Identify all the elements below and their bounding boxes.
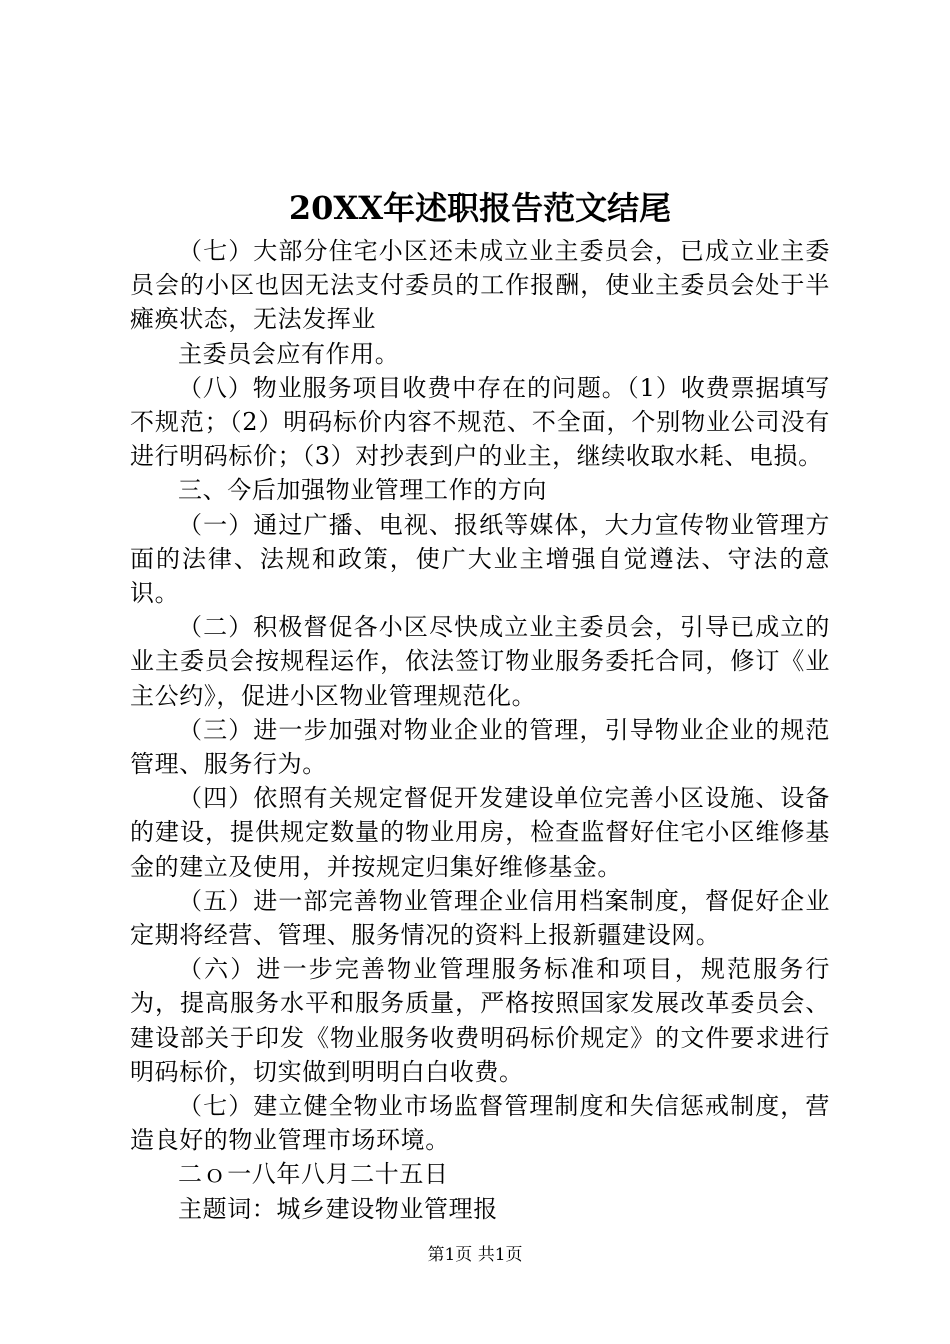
document-date: 二ｏ一八年八月二十五日: [178, 1160, 449, 1189]
page-number-footer: 第1页 共1页: [427, 1245, 523, 1265]
paragraph-11: （七）建立健全物业市场监督管理制度和失信惩戒制度，营造良好的物业管理市场环境。: [130, 1092, 830, 1155]
document-body: [130, 234, 830, 1226]
section-heading: 三、今后加强物业管理工作的方向: [178, 476, 547, 505]
paragraph-6: （二）积极督促各小区尽快成立业主委员会，引导已成立的业主委员会按规程运作，依法签订物业服务委托合同，修订《业主公约》，促进小区物业管理规范化。: [130, 613, 830, 710]
document-title: 20XX年述职报告范文结尾: [288, 189, 672, 227]
paragraph-5: （一）通过广播、电视、报纸等媒体，大力宣传物业管理方面的法律、法规和政策，使广大业主增强自觉遵法、守法的意识。: [130, 510, 830, 608]
document-page: [130, 0, 830, 1344]
paragraph-8: （四）依照有关规定督促开发建设单位完善小区设施、设备的建设，提供规定数量的物业用房，检查监督好住宅小区维修基金的建立及使用，并按规定归集好维修基金。: [130, 784, 830, 881]
document-keywords: 主题词：城乡建设物业管理报: [178, 1194, 498, 1223]
paragraph-1: （七）大部分住宅小区还未成立业主委员会，已成立业主委员会的小区也因无法支付委员的工作报酬，使业主委员会处于半瘫痪状态，无法发挥业: [130, 237, 830, 334]
paragraph-3: （八）物业服务项目收费中存在的问题。（1）收费票据填写不规范；（2）明码标价内容不规范、不全面，个别物业公司没有进行明码标价；（3）对抄表到户的业主，继续收取水耗、电损。: [130, 373, 830, 471]
paragraph-9: （五）进一部完善物业管理企业信用档案制度，督促好企业定期将经营、管理、服务情况的资料上报新疆建设网。: [130, 886, 830, 950]
paragraph-2: 主委员会应有作用。: [178, 339, 400, 368]
paragraph-10: （六）进一步完善物业管理服务标准和项目，规范服务行为，提高服务水平和服务质量，严格按照国家发展改革委员会、建设部关于印发《物业服务收费明码标价规定》的文件要求进行明码标价，切实做到明明白白收费。: [130, 955, 830, 1086]
paragraph-7: （三）进一步加强对物业企业的管理，引导物业企业的规范管理、服务行为。: [130, 715, 830, 779]
